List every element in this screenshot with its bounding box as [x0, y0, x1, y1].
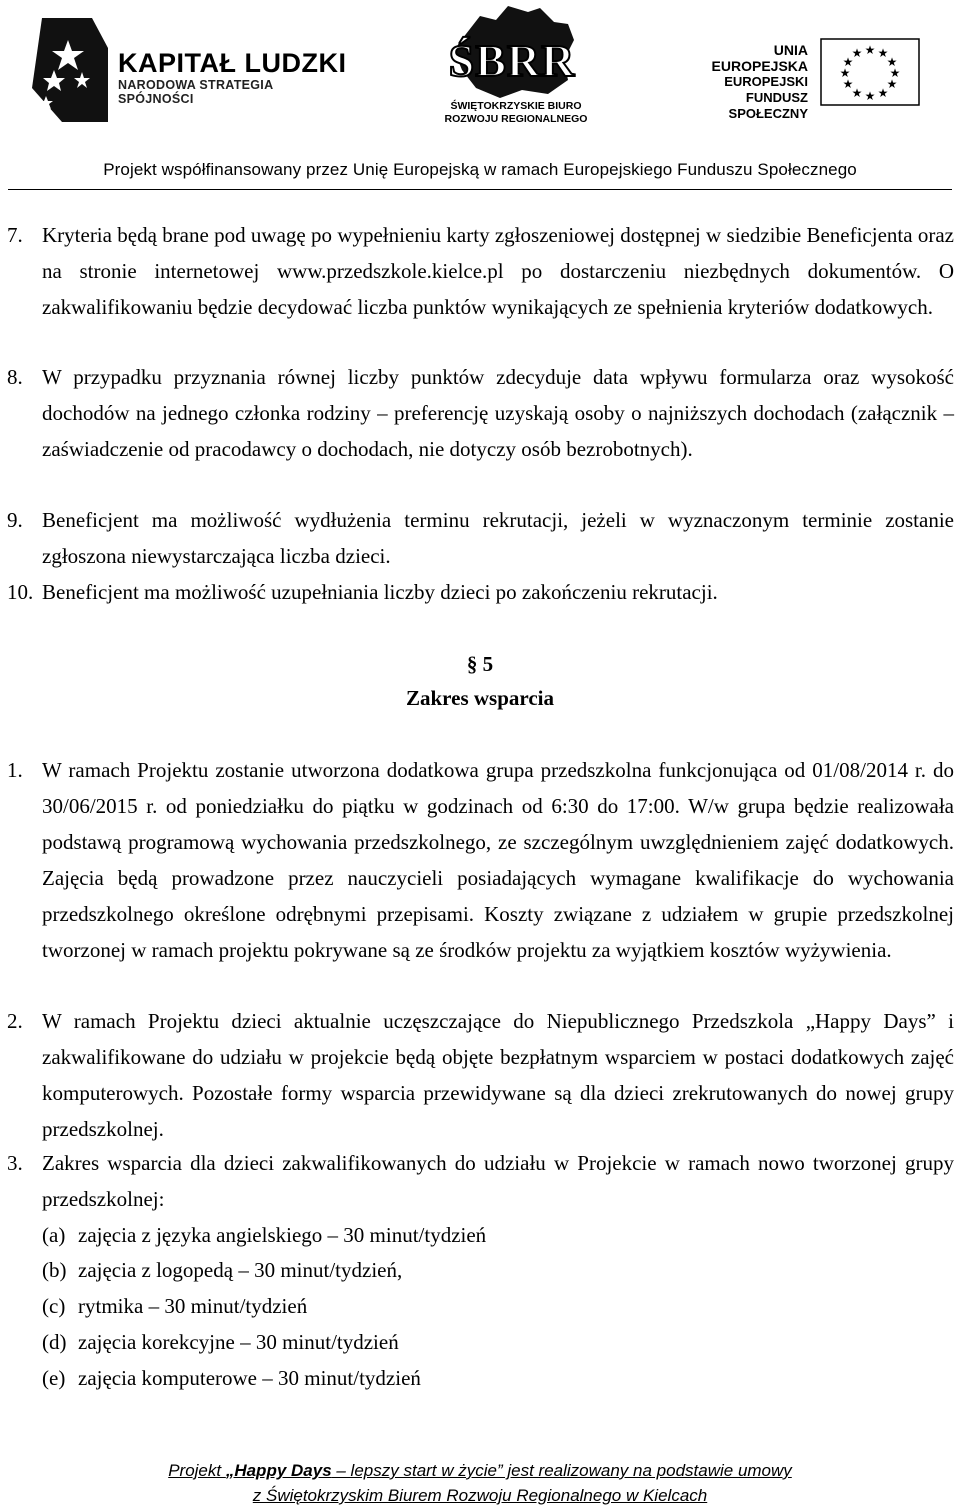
svg-text:★: ★: [842, 55, 854, 69]
sub-item-text: zajęcia komputerowe – 30 minut/tydzień: [78, 1366, 421, 1390]
item-text: W ramach Projektu zostanie utworzona dodatkowa grupa przedszkolna funkcjonująca od 01/08/2014 r. do 30/06/2015 r. od poniedziałku do piątku w godzinach od 6:30 do 17:00. W/w grupa będzie realizowała podstawą programową wychowania przedszkolnego, ze szczególnym uwzględnieniem zajęć dodatkowych. Zajęcia będą prowadzone przez nauczycieli posiadających wymagane kwalifikacje do wychowania przedszkolnego określone odrębnymi przepisami. Koszty związane z udziałem w grupie przedszkolnej tworzonej w ramach projektu pokrywane są ze środków projektu za wyjątkiem kosztów wyżywienia.: [42, 758, 954, 962]
sbrr-wordmark: ŚBRR: [448, 35, 576, 86]
kapital-ludzki-subtitle: NARODOWA STRATEGIA SPÓJNOŚCI: [118, 78, 273, 106]
item-text: W przypadku przyznania równej liczby punktów zdecyduje data wpływu formularza oraz wysokość dochodów na jednego członka rodziny – preferencję uzyskają osoby o najniższych dochodach (załącznik – zaświadczenie od pracodawcy o dochodach, nie dotyczy osób bezrobotnych).: [42, 365, 954, 461]
list-item: [7, 359, 954, 467]
sub-item-label: (b): [42, 1258, 67, 1282]
list-item: [7, 502, 954, 574]
footer-project-name: „Happy Days: [225, 1461, 332, 1480]
list-item: [7, 752, 954, 968]
sub-item-label: (d): [42, 1330, 67, 1354]
eu-line2: EUROPEJSKI: [724, 74, 808, 89]
item-number: 9.: [7, 508, 23, 532]
sub-item-text: zajęcia z języka angielskiego – 30 minut/tydzień: [78, 1223, 487, 1247]
svg-text:★: ★: [877, 46, 889, 60]
sbrr-logo: [436, 4, 596, 130]
item-text: Zakres wsparcia dla dzieci zakwalifikowanych do udziału w Projekcie w ramach nowo tworzonej grupy przedszkolnej:: [42, 1151, 954, 1211]
header-divider: [8, 189, 952, 190]
kapital-ludzki-logo: [32, 18, 352, 122]
sub-item-label: (e): [42, 1366, 66, 1390]
sub-item-label: (a): [42, 1223, 66, 1247]
section-title: Zakres wsparcia: [406, 686, 554, 710]
item-number: 8.: [7, 365, 23, 389]
footer-line2: z Świętokrzyskim Biurem Rozwoju Regionalnego w Kielcach: [252, 1486, 708, 1505]
list-item: [7, 1003, 954, 1147]
eu-flag-icon: [820, 38, 920, 106]
sub-item: [42, 1288, 307, 1324]
svg-text:★: ★: [851, 46, 863, 60]
kapital-ludzki-title: KAPITAŁ LUDZKI: [118, 48, 347, 78]
eu-line1: UNIA EUROPEJSKA: [711, 42, 808, 74]
svg-text:★: ★: [839, 66, 851, 80]
sbrr-caption-line2: ROZWOJU REGIONALNEGO: [444, 113, 588, 125]
item-number: 1.: [7, 758, 23, 782]
sub-item-label: (c): [42, 1294, 66, 1318]
list-item: [7, 217, 954, 325]
svg-text:★: ★: [886, 77, 898, 91]
page-footer: [0, 1458, 960, 1508]
item-text: Beneficjent ma możliwość uzupełniania liczby dzieci po zakończeniu rekrutacji.: [42, 580, 718, 604]
item-number: 10.: [7, 580, 34, 604]
sub-item-text: zajęcia z logopedą – 30 minut/tydzień,: [78, 1258, 403, 1282]
svg-text:★: ★: [889, 66, 901, 80]
item-text: Beneficjent ma możliwość wydłużenia terminu rekrutacji, jeżeli w wyznaczonym terminie zostanie zgłoszona niewystarczająca liczba dzieci.: [42, 508, 954, 568]
svg-text:★: ★: [886, 55, 898, 69]
footer-tagline: – lepszy start w życie” jest realizowany na podstawie umowy: [331, 1461, 792, 1480]
svg-text:★: ★: [864, 43, 876, 57]
sbrr-caption-line1: ŚWIĘTOKRZYSKIE BIURO: [450, 100, 582, 112]
item-number: 7.: [7, 223, 23, 247]
project-cofinancing-line: Projekt współfinansowany przez Unię Europejską w ramach Europejskiego Funduszu Społecznego: [103, 160, 857, 179]
kapital-ludzki-stars-icon: [32, 18, 110, 122]
sub-item: [42, 1324, 399, 1360]
svg-text:★: ★: [851, 86, 863, 100]
svg-text:★: ★: [877, 86, 889, 100]
item-text: W ramach Projektu dzieci aktualnie uczęszczające do Niepublicznego Przedszkola „Happy Days” i zakwalifikowane do udziału w projekcie będą objęte bezpłatnym wsparciem w postaci dodatkowych zajęć komputerowych. Pozostałe formy wsparcia przewidywane są dla dzieci zrekrutowanych do nowej grupy przedszkolnej.: [42, 1009, 954, 1141]
sub-item-text: zajęcia korekcyjne – 30 minut/tydzień: [78, 1330, 399, 1354]
footer-prefix: Projekt: [168, 1461, 226, 1480]
sub-item: [42, 1217, 486, 1253]
item-number: 3.: [7, 1151, 23, 1175]
sub-item: [42, 1252, 402, 1288]
list-item: [7, 1145, 954, 1217]
svg-text:★: ★: [864, 89, 876, 103]
item-number: 2.: [7, 1009, 23, 1033]
sub-item: [42, 1360, 421, 1396]
eu-efs-logo: [680, 42, 935, 121]
eu-line3: FUNDUSZ SPOŁECZNY: [728, 90, 808, 121]
item-text: Kryteria będą brane pod uwagę po wypełnieniu karty zgłoszeniowej dostępnej w siedzibie Beneficjenta oraz na stronie internetowej www.przedszkole.kielce.pl po dostarczeniu niezbędnych dokumentów. O zakwalifikowaniu będzie decydować liczba punktów wynikających ze spełnienia kryteriów dodatkowych.: [42, 223, 954, 319]
section-mark: § 5: [466, 652, 494, 676]
svg-text:★: ★: [842, 77, 854, 91]
footer-line1: [0, 1458, 960, 1483]
list-item: [7, 574, 954, 610]
sub-item-text: rytmika – 30 minut/tydzień: [78, 1294, 308, 1318]
